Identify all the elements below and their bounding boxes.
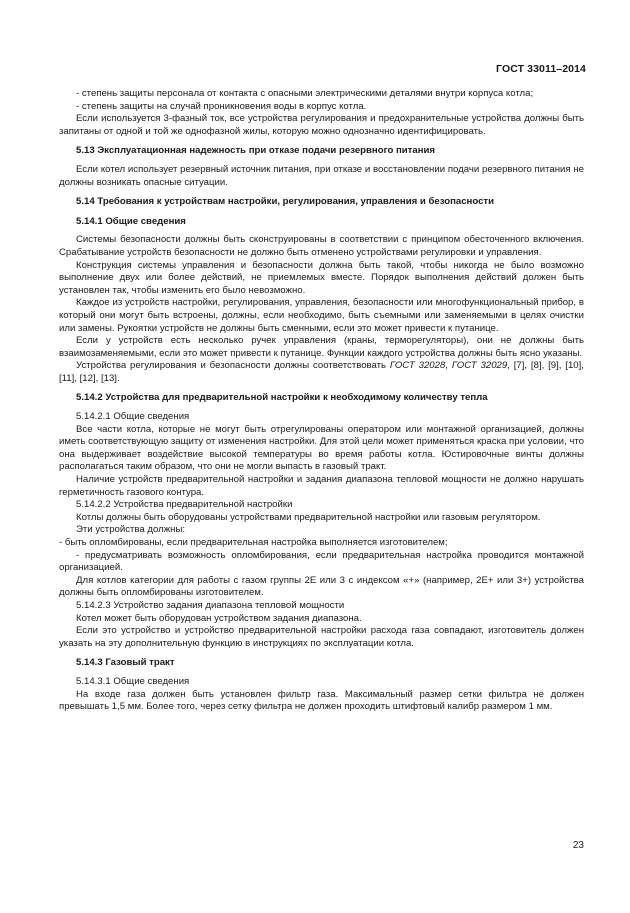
text-run: , [445, 360, 452, 372]
paragraph: Для котлов категории для работы с газом группы 2Е или 3 с индексом «+» (например, 2Е+ или 3+) устройства должны быть опломбированы изготовителем. [59, 574, 584, 599]
paragraph: Котлы должны быть оборудованы устройствами предварительной настройки или газовым регулятором. [76, 511, 541, 523]
section-heading-5-13: 5.13 Эксплуатационная надежность при отказе подачи резервного питания [76, 145, 435, 157]
paragraph: Конструкция системы управления и безопасности должна быть такой, чтобы никогда не было возможно выполнение двух или более действий, не приемлемых вместе. Порядок выполнения действий должен быть установлен так, чтобы изменить его было невозможно. [59, 259, 584, 296]
text-run: , [7], [8], [9], [10], [11], [12], [13]. [59, 360, 584, 384]
subsection-title: 5.14.2.2 Устройства предварительной настройки [76, 499, 293, 511]
paragraph: Если это устройство и устройство предварительной настройки расхода газа совпадают, изготовитель должен указать на эту дополнительную функцию в инструкциях по эксплуатации котла. [59, 625, 584, 649]
section-heading-5-14-1: 5.14.1 Общие сведения [76, 215, 186, 227]
section-heading-5-14: 5.14 Требования к устройствам настройки, регулирования, управления и безопасности [76, 196, 495, 208]
page-number: 23 [572, 840, 584, 851]
paragraph-with-references [59, 360, 584, 385]
paragraph: Каждое из устройств настройки, регулирования, управления, безопасности или многофункциональный прибор, в который они могут быть встроены, должны, если необходимо, быть съемными или заменяемыми в целях очистки или замены. Рукоятки устройств не должны быть сменными, если это может привести к путанице. [59, 297, 584, 334]
paragraph: Системы безопасности должны быть сконструированы в соответствии с принципом обесточенного включения. Срабатывание устройств безопасности не должно быть отменено устройствами регулировки и управления. [59, 234, 584, 258]
subsection-title: 5.14.3.1 Общие сведения [76, 675, 190, 687]
paragraph: Если используется 3-фазный ток, все устройства регулирования и предохранительные устройства должны быть запитаны от одной и той же однофазной жилы, которую можно однозначно идентифицировать. [59, 113, 584, 137]
paragraph: Все части котла, которые не могут быть отрегулированы оператором или монтажной организацией, должны иметь соответствующую защиту от изменения настройки. Для этой цели может применяться краска при условии, что она выдерживает воздействие высокой температуры во время работы котла. Юстировочные винты должны располагаться таким образом, что они не могли выпасть в газовый тракт. [59, 423, 584, 473]
paragraph: Котел может быть оборудован устройством задания диапазона. [76, 612, 362, 624]
paragraph: - степень защиты на случай проникновения воды в корпус котла. [76, 100, 367, 112]
subsection-title: 5.14.2.1 Общие сведения [76, 411, 190, 423]
paragraph: Наличие устройств предварительной настройки и задания диапазона тепловой мощности не должно нарушать герметичность газового контура. [59, 474, 584, 498]
list-item: - предусматривать возможность опломбирования, если предварительная настройка проводится монтажной организацией. [59, 549, 584, 574]
document-header: ГОСТ 33011–2014 [496, 63, 586, 75]
paragraph: - степень защиты персонала от контакта с опасными электрическими деталями внутри корпуса котла; [76, 88, 534, 99]
text-run: Устройства регулирования и безопасности должны соответствовать [76, 360, 390, 372]
section-heading-5-14-3: 5.14.3 Газовый тракт [76, 657, 175, 669]
list-item: - быть опломбированы, если предварительная настройка выполняется изготовителем; [59, 537, 448, 548]
section-heading-5-14-2: 5.14.2 Устройства для предварительной настройки к необходимому количеству тепла [76, 392, 488, 404]
paragraph: Эти устройства должны: [76, 524, 186, 536]
paragraph: Если у устройств есть несколько ручек управления (краны, терморегуляторы), они не должны быть взаимозаменяемыми, если это может привести к путанице. Функции каждого устройства должны быть ясно указаны. [59, 335, 584, 359]
standard-reference: ГОСТ 32029 [451, 360, 508, 372]
paragraph: На входе газа должен быть установлен фильтр газа. Максимальный размер сетки фильтра не должен превышать 1,5 мм. Более того, через сетку фильтра не должен проходить штифтовый калибр размером 1 мм. [59, 688, 584, 713]
standard-reference: ГОСТ 32028 [389, 360, 446, 372]
document-body [59, 88, 584, 714]
subsection-title: 5.14.2.3 Устройство задания диапазона тепловой мощности [76, 599, 345, 611]
paragraph: Если котел использует резервный источник питания, при отказе и восстановлении подачи резервного питания не должны возникать опасные ситуации. [59, 163, 584, 188]
